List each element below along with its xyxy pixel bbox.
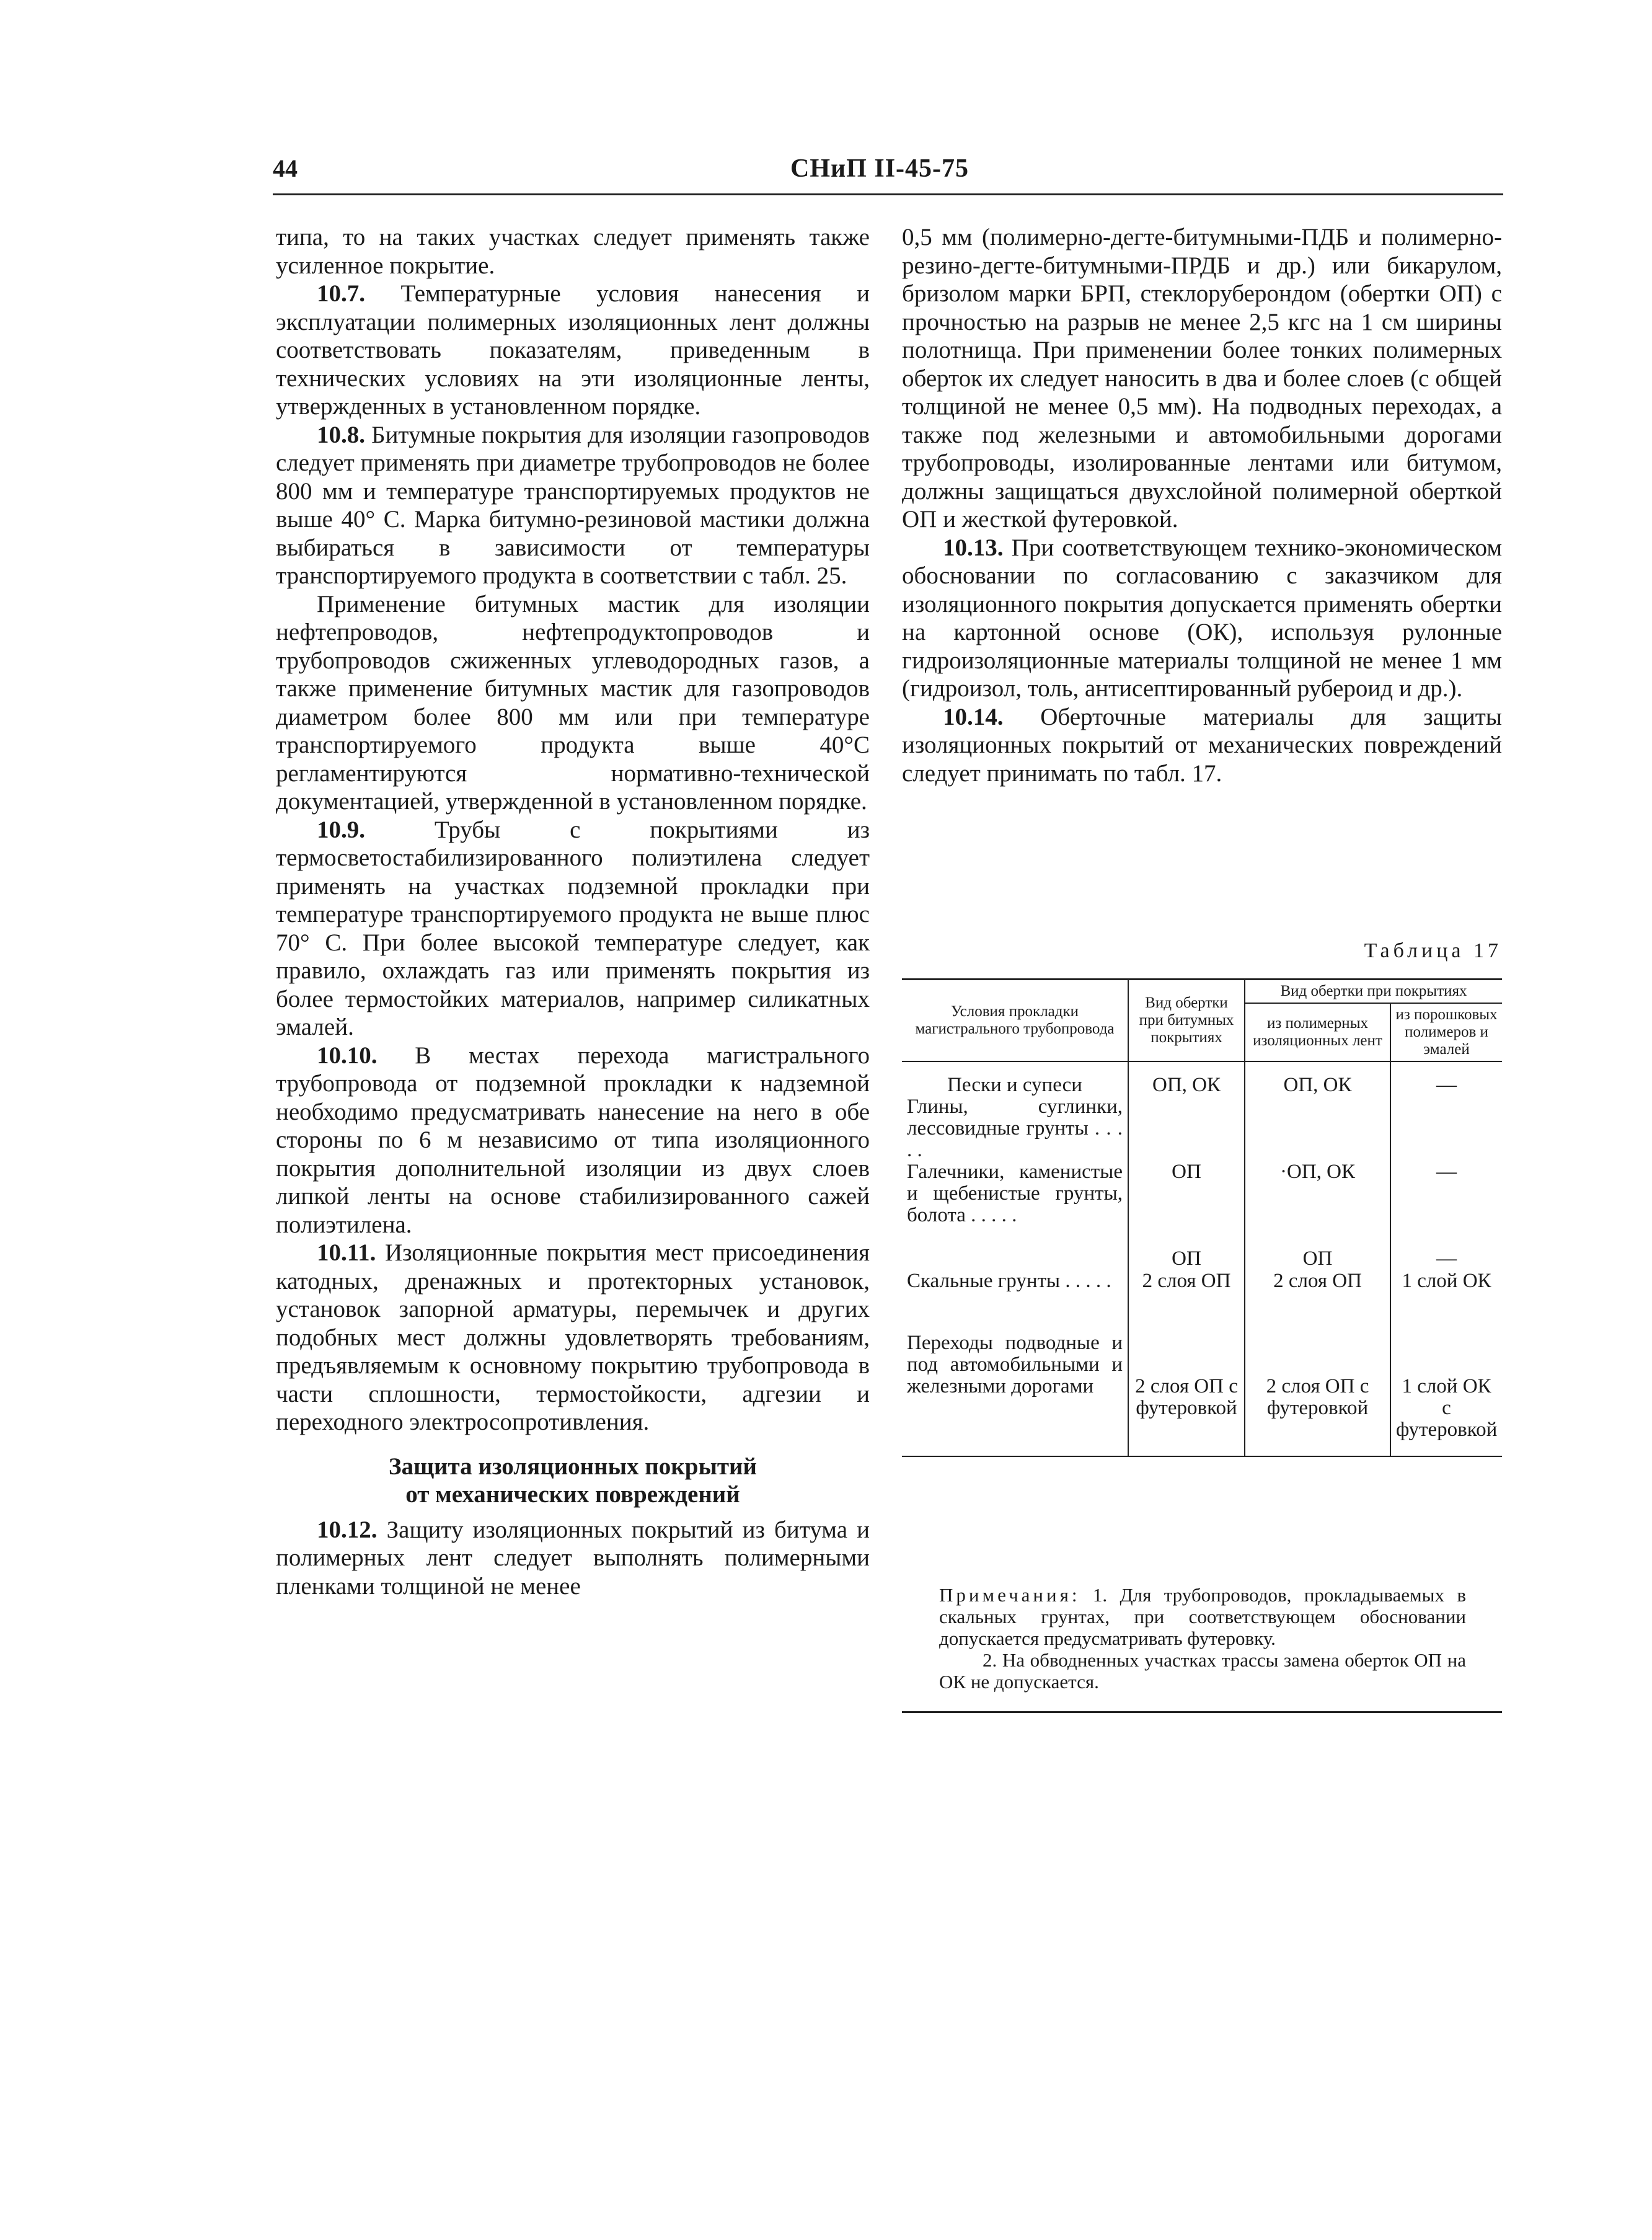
row-condition: Галечники, каменистые и щебенистые грунты, болота . . . . . [902, 1161, 1128, 1270]
table-row [902, 1332, 1502, 1456]
row-condition: Скальные грунты . . . . . [902, 1270, 1128, 1332]
notes-rule [902, 1711, 1502, 1713]
header-powder: из порошковых полимеров и эмалей [1390, 1003, 1502, 1061]
header-conditions: Условия прокладки магистрального трубопровода [902, 980, 1128, 1062]
cell-powder: 1 слой ОК [1390, 1270, 1502, 1332]
clause-10-14: 10.14. Оберточные материалы для защиты изоляционных покрытий от механических повреждений следует принимать по табл. 17. [902, 703, 1502, 787]
right-column [902, 223, 1502, 787]
row-condition: Переходы подводные и под автомобильными и железными дорогами [902, 1332, 1128, 1456]
header-polymer-tapes: из полимерных изоляционных лент [1245, 1003, 1390, 1061]
header-bitumen: Вид обертки при битумных покрытиях [1128, 980, 1245, 1062]
header-group: Вид обертки при покрытиях [1245, 980, 1502, 1004]
cell-polymer: 2 слоя ОП [1245, 1270, 1390, 1332]
table-notes [939, 1584, 1466, 1693]
header-rule [273, 193, 1503, 195]
cell-polymer: ·ОП, ОК ОП [1245, 1161, 1390, 1270]
cell-powder: 1 слой ОК с футеровкой [1390, 1332, 1502, 1456]
wrapping-materials-table [902, 978, 1502, 1457]
cell-powder: — — [1390, 1161, 1502, 1270]
running-title: СНиП II-45-75 [790, 154, 970, 183]
note-1: Примечания: 1. Для трубопроводов, прокладываемых в скальных грунтах, при соответствующем обосновании допускается предусматривать футеровку. [939, 1584, 1466, 1649]
clause-10-8: 10.8. Битумные покрытия для изоляции газопроводов следует применять при диаметре трубопроводов не более 800 мм и температуре транспортируемых продуктов не выше 40° С. Марка битумно-резиновой мастики должна выбираться в зависимости от температуры транспортируемого продукта в соответствии с табл. 25. [276, 421, 870, 589]
clause-10-11: 10.11. Изоляционные покрытия мест присоединения катодных, дренажных и протекторных установок, установок запорной арматуры, перемычек и других подобных мест должны удовлетворять требованиям, предъявляемым к основному покрытию трубопровода в части сплошности, термостойкости, адгезии и переходного электросопротивления. [276, 1239, 870, 1435]
cell-polymer: ОП, ОК [1245, 1074, 1390, 1161]
row-condition: Пески и супеси Глины, суглинки, лессовидные грунты . . . . . [902, 1074, 1128, 1161]
table-row [902, 1161, 1502, 1270]
cell-bitumen: 2 слоя ОП [1128, 1270, 1245, 1332]
paragraph: Применение битумных мастик для изоляции нефтепроводов, нефтепродуктопроводов и трубопроводов сжиженных углеводородных газов, а также применение битумных мастик для газопроводов диаметром более 800 мм или при температуре транспортируемого продукта выше 40°С регламентируются нормативно-технической документацией, утвержденной в установленном порядке. [276, 590, 870, 815]
note-2: 2. На обводненных участках трассы замена оберток ОП на ОК не допускается. [939, 1649, 1466, 1693]
clause-10-10: 10.10. В местах перехода магистрального трубопровода от подземной прокладки к надземной необходимо предусматривать нанесение на него в обе стороны по 6 м независимо от типа изоляционного покрытия дополнительной изоляции из двух слоев липкой ленты на основе стабилизированного сажей полиэтилена. [276, 1042, 870, 1238]
clause-10-9: 10.9. Трубы с покрытиями из термосветостабилизированного полиэтилена следует применять на участках подземной прокладки при температуре транспортируемого продукта не выше плюс 70° С. При более высокой температуре следует, как правило, охлаждать газ или применять покрытия из более термостойких материалов, например силикатных эмалей. [276, 816, 870, 1040]
page-number: 44 [273, 154, 298, 182]
table-row [902, 1074, 1502, 1161]
section-heading: Защита изоляционных покрытий от механических повреждений [388, 1453, 757, 1508]
table-caption: Таблица 17 [1364, 939, 1502, 962]
paragraph: 0,5 мм (полимерно-дегте-битумными-ПДБ и полимерно-резино-дегте-битумными-ПРДБ и др.) или бикарулом, бризолом марки БРП, стеклоруберондом (обертки ОП) с прочностью на разрыв не менее 2,5 кгс на 1 см ширины полотнища. При применении более тонких полимерных оберток их следует наносить в два и более слоев (с общей толщиной не менее 0,5 мм). На подводных переходах, а также под железными и автомобильными дорогами трубопроводы, изолированные лентами или битумом, должны защищаться двухслойной полимерной оберткой ОП и жесткой футеровкой. [902, 224, 1502, 533]
clause-10-12: 10.12. Защиту изоляционных покрытий из битума и полимерных лент следует выполнять полимерными пленками толщиной не менее [276, 1516, 870, 1600]
cell-powder: — [1390, 1074, 1502, 1161]
clause-10-13: 10.13. При соответствующем технико-экономическом обосновании по согласованию с заказчиком для изоляционного покрытия допускается применять обертки на картонной основе (ОК), используя рулонные гидроизоляционные материалы толщиной не менее 1 мм (гидроизол, толь, антисептированный рубероид и др.). [902, 534, 1502, 702]
paragraph: типа, то на таких участках следует применять также усиленное покрытие. [276, 224, 870, 279]
cell-bitumen: ОП ОП [1128, 1161, 1245, 1270]
table-row [902, 1270, 1502, 1332]
cell-bitumen: 2 слоя ОП с футеровкой [1128, 1332, 1245, 1456]
page-header [273, 154, 1503, 191]
left-column [276, 223, 870, 1600]
cell-bitumen: ОП, ОК [1128, 1074, 1245, 1161]
cell-polymer: 2 слоя ОП с футеровкой [1245, 1332, 1390, 1456]
clause-10-7: 10.7. Температурные условия нанесения и эксплуатации полимерных изоляционных лент должны соответствовать показателям, приведенным в технических условиях на эти изоляционные ленты, утвержденных в установленном порядке. [276, 280, 870, 420]
